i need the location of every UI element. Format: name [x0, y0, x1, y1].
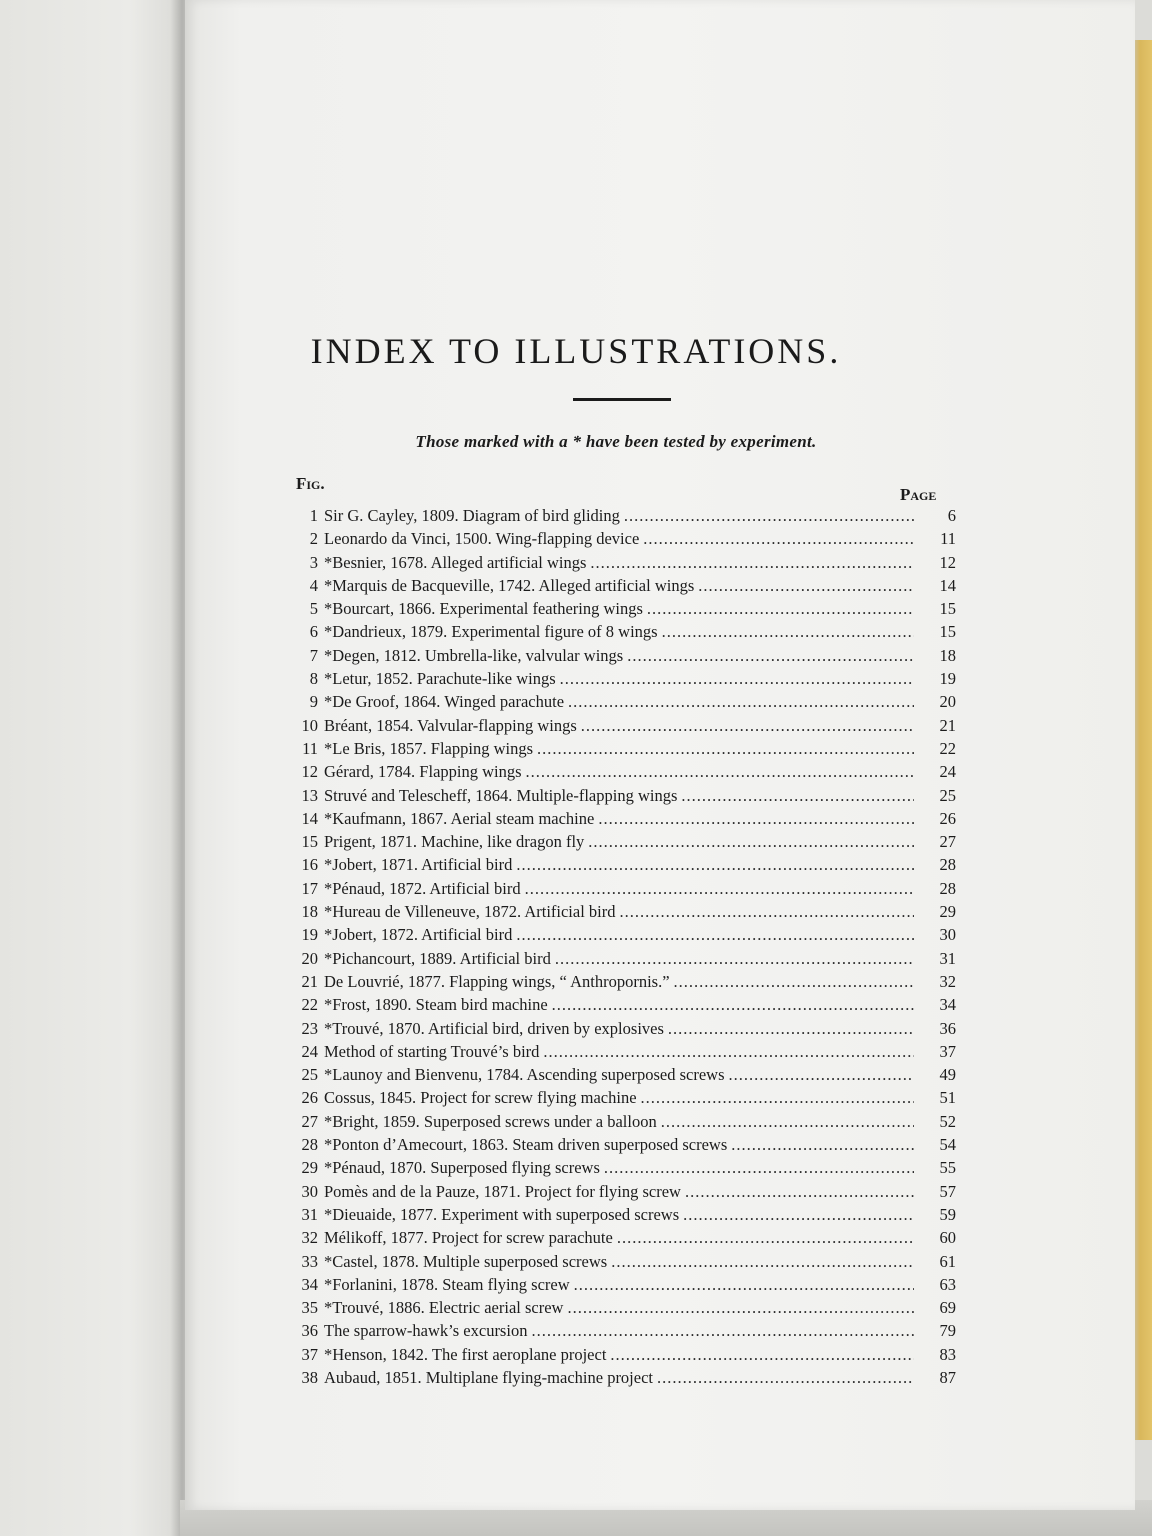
- page-title: INDEX TO ILLUSTRATIONS.: [310, 331, 842, 371]
- dot-leader: [526, 762, 914, 782]
- figure-number: 38: [301, 1367, 318, 1387]
- entry-description: Cossus, 1845. Project for screw flying machine: [324, 1088, 637, 1108]
- dot-leader: [574, 1275, 914, 1295]
- dot-leader: [627, 646, 914, 666]
- entry-description: Pomès and de la Pauze, 1871. Project for flying screw: [324, 1181, 681, 1201]
- figure-number: 24: [301, 1041, 318, 1061]
- dot-leader: [610, 1345, 914, 1365]
- left-facing-page: [0, 0, 185, 1536]
- index-entry: [290, 1345, 962, 1368]
- dot-leader: [731, 1135, 914, 1155]
- page-number: 31: [939, 948, 956, 968]
- index-entry: [290, 669, 962, 692]
- entry-description: *Frost, 1890. Steam bird machine: [324, 995, 548, 1015]
- figure-number: 9: [309, 692, 318, 712]
- dot-leader: [647, 599, 914, 619]
- figure-number: 37: [301, 1344, 318, 1364]
- page-number: 15: [939, 622, 956, 642]
- dot-leader: [552, 995, 914, 1015]
- figure-number: 22: [301, 995, 318, 1015]
- entry-description: Aubaud, 1851. Multiplane flying-machine project: [324, 1367, 654, 1387]
- book-cover-edge: [1132, 40, 1152, 1440]
- entry-description: Method of starting Trouvé’s bird: [324, 1041, 540, 1061]
- figure-number: 18: [301, 902, 318, 922]
- entry-description: *Degen, 1812. Umbrella-like, valvular wings: [324, 645, 624, 665]
- entry-description: *Kaufmann, 1867. Aerial steam machine: [324, 808, 595, 828]
- index-entry: [290, 995, 962, 1018]
- page-number: 29: [939, 902, 956, 922]
- dot-leader: [643, 529, 914, 549]
- figure-number: 26: [301, 1088, 318, 1108]
- figure-number: 1: [309, 506, 318, 525]
- dot-leader: [681, 786, 914, 806]
- page-number: 49: [939, 1065, 956, 1085]
- page-number: 34: [939, 995, 956, 1015]
- figure-number: 30: [301, 1181, 318, 1201]
- figure-number: 23: [301, 1018, 318, 1038]
- entry-description: *Launoy and Bienvenu, 1784. Ascending superposed screws: [324, 1065, 725, 1085]
- index-entry: [290, 855, 962, 878]
- index-entry: [290, 529, 962, 552]
- figure-number: 4: [309, 575, 318, 595]
- dot-leader: [516, 925, 914, 945]
- figure-number: 8: [309, 669, 318, 689]
- index-entry: [290, 576, 962, 599]
- index-entry: [290, 1182, 962, 1205]
- page-number: 83: [939, 1344, 956, 1364]
- dot-leader: [567, 1298, 914, 1318]
- dot-leader: [537, 739, 914, 759]
- figure-number: 36: [301, 1321, 318, 1341]
- page-number: 51: [939, 1088, 956, 1108]
- dot-leader: [531, 1321, 914, 1341]
- fig-column-header: Fig.: [296, 474, 325, 493]
- index-entry: [290, 646, 962, 669]
- page-number: 37: [939, 1041, 956, 1061]
- experiment-note: Those marked with a * have been tested by experiment.: [415, 432, 817, 451]
- entry-description: Struvé and Telescheff, 1864. Multiple-flapping wings: [324, 785, 678, 805]
- index-entry: [290, 902, 962, 925]
- entry-description: *Letur, 1852. Parachute-like wings: [324, 669, 556, 689]
- page-number: 21: [939, 715, 956, 735]
- figure-number: 16: [301, 855, 318, 875]
- entry-description: *Bright, 1859. Superposed screws under a balloon: [324, 1111, 657, 1131]
- index-entry: [290, 506, 962, 529]
- page-number: 28: [939, 878, 956, 898]
- figure-number: 13: [301, 785, 318, 805]
- dot-leader: [568, 692, 914, 712]
- index-entry: [290, 879, 962, 902]
- index-entry: [290, 1228, 962, 1251]
- page-number: 18: [939, 645, 956, 665]
- figure-number: 10: [301, 715, 318, 735]
- index-entry: [290, 622, 962, 645]
- entry-description: *Pénaud, 1872. Artificial bird: [324, 878, 521, 898]
- index-entry: [290, 1135, 962, 1158]
- index-entry: [290, 1368, 962, 1391]
- figure-number: 6: [309, 622, 318, 642]
- dot-leader: [525, 879, 914, 899]
- figure-number: 33: [301, 1251, 318, 1271]
- page-number: 26: [939, 808, 956, 828]
- figure-number: 29: [301, 1158, 318, 1178]
- index-entry: [290, 553, 962, 576]
- title-rule: [573, 398, 671, 401]
- figure-number: 15: [301, 832, 318, 852]
- page-column-header: Page: [900, 485, 937, 504]
- page-number: 60: [939, 1228, 956, 1248]
- index-entry: [290, 1252, 962, 1275]
- page-number: 54: [939, 1135, 956, 1155]
- figure-number: 19: [301, 925, 318, 945]
- dot-leader: [588, 832, 914, 852]
- entry-description: *Besnier, 1678. Alleged artificial wings: [324, 552, 587, 572]
- figure-number: 32: [301, 1228, 318, 1248]
- figure-number: 3: [309, 552, 318, 572]
- dot-leader: [555, 949, 914, 969]
- entry-description: *Marquis de Bacqueville, 1742. Alleged artificial wings: [324, 575, 695, 595]
- figure-number: 21: [301, 971, 318, 991]
- dot-leader: [683, 1205, 914, 1225]
- figure-number: 2: [309, 529, 318, 549]
- figure-number: 11: [302, 738, 318, 758]
- figure-number: 31: [301, 1204, 318, 1224]
- page-number: 52: [939, 1111, 956, 1131]
- page-number: 22: [939, 738, 956, 758]
- page-number: 6: [947, 506, 956, 525]
- entry-description: *Forlanini, 1878. Steam flying screw: [324, 1274, 570, 1294]
- figure-number: 25: [301, 1065, 318, 1085]
- index-entry: [290, 949, 962, 972]
- page-number: 63: [939, 1274, 956, 1294]
- entry-description: *Dandrieux, 1879. Experimental figure of 8 wings: [324, 622, 658, 642]
- page-number: 87: [939, 1367, 956, 1387]
- entry-description: Leonardo da Vinci, 1500. Wing-flapping device: [324, 529, 640, 549]
- index-entry: [290, 1205, 962, 1228]
- entry-description: *De Groof, 1864. Winged parachute: [324, 692, 565, 712]
- index-entry: [290, 1112, 962, 1135]
- page-number: 28: [939, 855, 956, 875]
- page-number: 19: [939, 669, 956, 689]
- entry-description: *Jobert, 1871. Artificial bird: [324, 855, 513, 875]
- dot-leader: [641, 1088, 914, 1108]
- index-entry: [290, 739, 962, 762]
- index-entry: [290, 1019, 962, 1042]
- page-number: 14: [939, 575, 956, 595]
- page-number: 32: [939, 971, 956, 991]
- entry-description: *Pénaud, 1870. Superposed flying screws: [324, 1158, 600, 1178]
- index-entry: [290, 599, 962, 622]
- dot-leader: [604, 1158, 914, 1178]
- index-entry: [290, 1065, 962, 1088]
- entry-description: *Jobert, 1872. Artificial bird: [324, 925, 513, 945]
- page-number: 79: [939, 1321, 956, 1341]
- page-number: 25: [939, 785, 956, 805]
- figure-number: 28: [301, 1135, 318, 1155]
- dot-leader: [560, 669, 914, 689]
- entry-description: *Trouvé, 1870. Artificial bird, driven by explosives: [324, 1018, 664, 1038]
- entry-description: *Ponton d’Amecourt, 1863. Steam driven superposed screws: [324, 1135, 728, 1155]
- page-number: 30: [939, 925, 956, 945]
- page-number: 69: [939, 1298, 956, 1318]
- page-number: 55: [939, 1158, 956, 1178]
- index-entry: [290, 692, 962, 715]
- page-number: 24: [939, 762, 956, 782]
- index-entry: [290, 1321, 962, 1344]
- dot-leader: [698, 576, 914, 596]
- dot-leader: [598, 809, 914, 829]
- dot-leader: [729, 1065, 914, 1085]
- entry-description: Gérard, 1784. Flapping wings: [324, 762, 522, 782]
- entry-description: Sir G. Cayley, 1809. Diagram of bird gliding: [324, 506, 620, 525]
- dot-leader: [617, 1228, 914, 1248]
- entry-description: *Dieuaide, 1877. Experiment with superposed screws: [324, 1204, 680, 1224]
- dot-leader: [611, 1252, 914, 1272]
- illustration-index-list: [290, 506, 962, 1391]
- figure-number: 34: [301, 1274, 318, 1294]
- dot-leader: [674, 972, 914, 992]
- index-entry: [290, 1158, 962, 1181]
- entry-description: Prigent, 1871. Machine, like dragon fly: [324, 832, 585, 852]
- page-number: 15: [939, 599, 956, 619]
- dot-leader: [581, 716, 914, 736]
- entry-description: *Castel, 1878. Multiple superposed screws: [324, 1251, 608, 1271]
- page-number: 57: [939, 1181, 956, 1201]
- dot-leader: [543, 1042, 914, 1062]
- index-entry: [290, 1298, 962, 1321]
- figure-number: 14: [301, 808, 318, 828]
- index-entry: [290, 832, 962, 855]
- index-entry: [290, 809, 962, 832]
- entry-description: *Hureau de Villeneuve, 1872. Artificial bird: [324, 902, 616, 922]
- index-entry: [290, 1088, 962, 1111]
- entry-description: De Louvrié, 1877. Flapping wings, “ Anthropornis.”: [324, 971, 670, 991]
- entry-description: Bréant, 1854. Valvular-flapping wings: [324, 715, 577, 735]
- dot-leader: [685, 1182, 914, 1202]
- index-entry: [290, 716, 962, 739]
- dot-leader: [624, 506, 914, 526]
- entry-description: Mélikoff, 1877. Project for screw parachute: [324, 1228, 613, 1248]
- dot-leader: [661, 1112, 914, 1132]
- index-entry: [290, 972, 962, 995]
- dot-leader: [620, 902, 915, 922]
- dot-leader: [590, 553, 914, 573]
- page-number: 20: [939, 692, 956, 712]
- dot-leader: [662, 622, 914, 642]
- index-entry: [290, 1042, 962, 1065]
- figure-number: 35: [301, 1298, 318, 1318]
- figure-number: 17: [301, 878, 318, 898]
- entry-description: *Pichancourt, 1889. Artificial bird: [324, 948, 551, 968]
- page-number: 11: [940, 529, 956, 549]
- index-entry: [290, 762, 962, 785]
- entry-description: *Henson, 1842. The first aeroplane project: [324, 1344, 607, 1364]
- entry-description: *Trouvé, 1886. Electric aerial screw: [324, 1298, 564, 1318]
- entry-description: *Le Bris, 1857. Flapping wings: [324, 738, 533, 758]
- page-number: 61: [939, 1251, 956, 1271]
- dot-leader: [516, 855, 914, 875]
- figure-number: 20: [301, 948, 318, 968]
- figure-number: 27: [301, 1111, 318, 1131]
- page-number: 59: [939, 1204, 956, 1224]
- page-number: 12: [939, 552, 956, 572]
- entry-description: The sparrow-hawk’s excursion: [324, 1321, 528, 1341]
- dot-leader: [657, 1368, 914, 1388]
- figure-number: 5: [309, 599, 318, 619]
- index-entry: [290, 1275, 962, 1298]
- page-number: 36: [939, 1018, 956, 1038]
- page-number: 27: [939, 832, 956, 852]
- index-entry: [290, 925, 962, 948]
- index-entry: [290, 786, 962, 809]
- dot-leader: [668, 1019, 914, 1039]
- figure-number: 7: [309, 645, 318, 665]
- figure-number: 12: [301, 762, 318, 782]
- entry-description: *Bourcart, 1866. Experimental feathering wings: [324, 599, 643, 619]
